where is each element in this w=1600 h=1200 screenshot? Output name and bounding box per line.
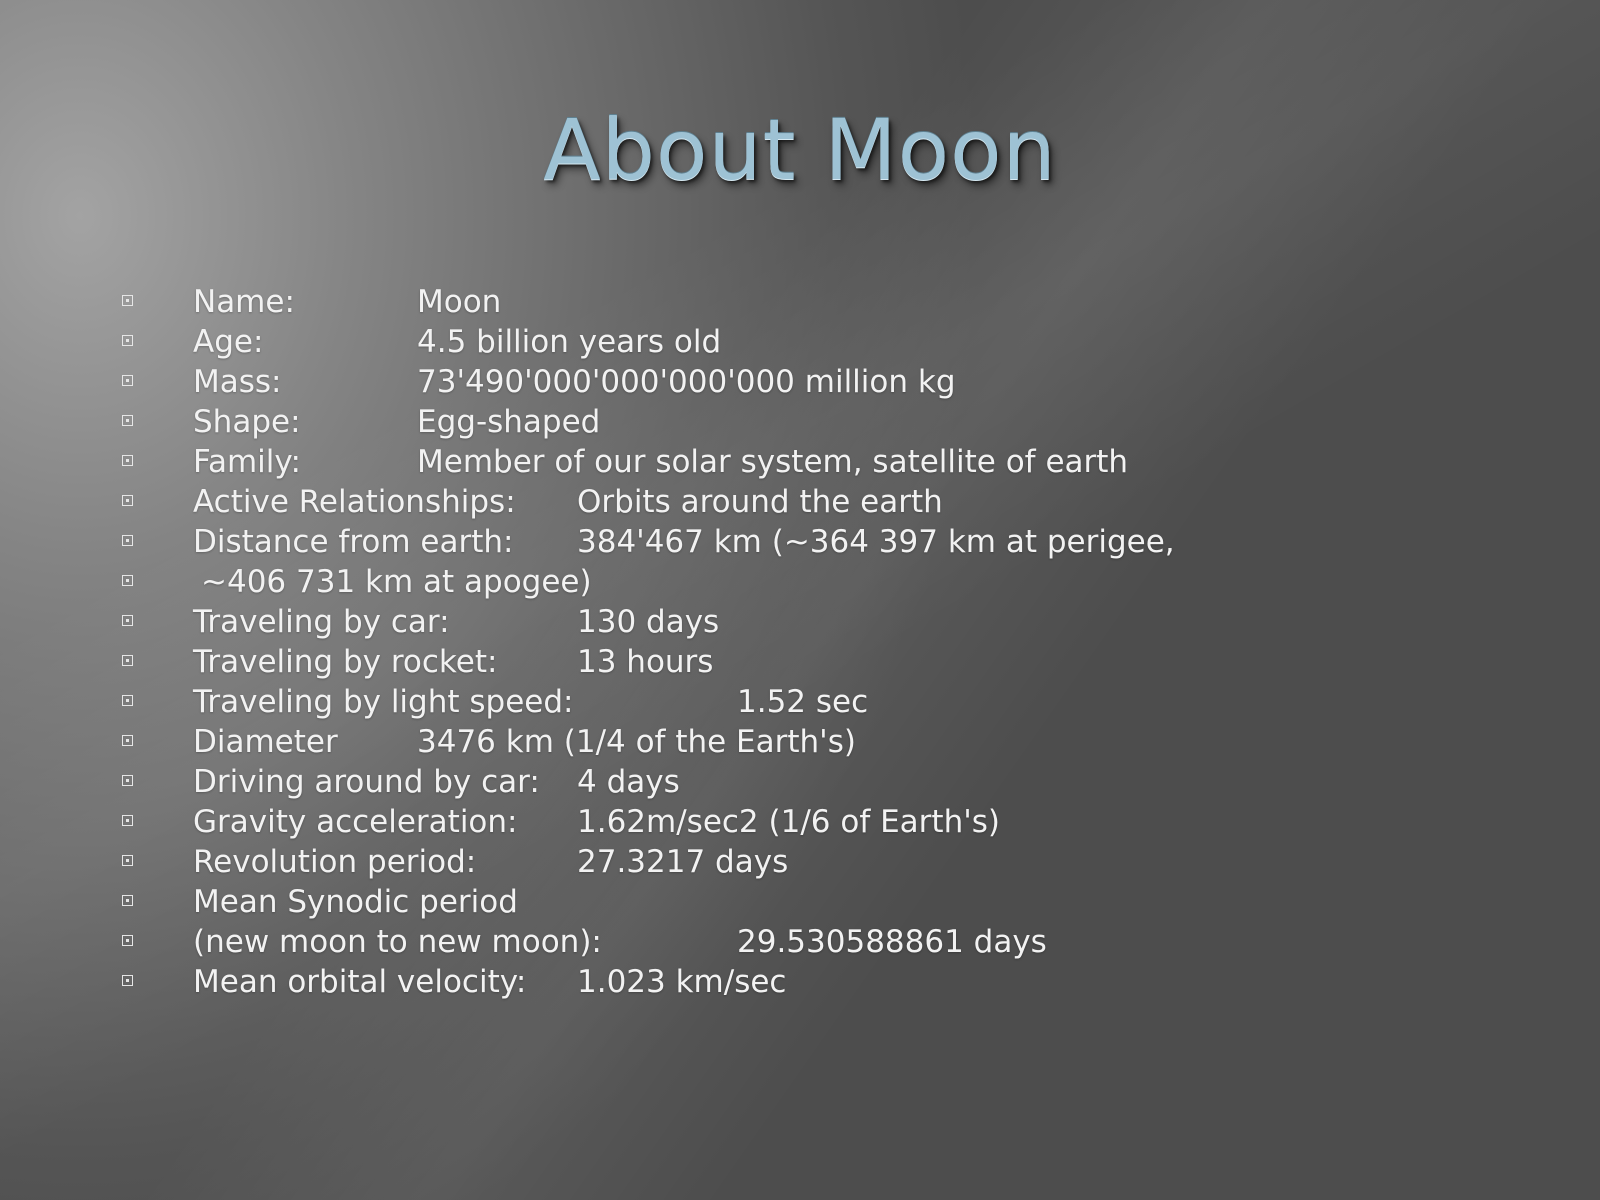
fact-item-traveling-by-car: [118, 602, 1518, 642]
fact-label: Driving around by car:: [193, 764, 540, 800]
square-bullet-icon: [122, 815, 133, 826]
fact-item-driving-around-by-car: [118, 762, 1518, 802]
fact-item-shape: [118, 402, 1518, 442]
fact-label: Mean orbital velocity:: [193, 964, 527, 1000]
fact-label: Shape:: [193, 404, 301, 440]
fact-item-revolution-period: [118, 842, 1518, 882]
facts-list: [118, 282, 1518, 1002]
fact-value: 1.023 km/sec: [577, 964, 787, 1000]
fact-item-traveling-by-rocket: [118, 642, 1518, 682]
fact-value: 384'467 km (~364 397 km at perigee,: [577, 524, 1175, 560]
fact-label: Active Relationships:: [193, 484, 516, 520]
square-bullet-icon: [122, 655, 133, 666]
fact-item-mean-synodic-period: [118, 882, 1518, 922]
fact-label: Distance from earth:: [193, 524, 514, 560]
fact-item-age: [118, 322, 1518, 362]
fact-item-active-relationships: [118, 482, 1518, 522]
fact-item-mean-orbital-velocity: [118, 962, 1518, 1002]
square-bullet-icon: [122, 455, 133, 466]
fact-label: Diameter: [193, 724, 338, 760]
fact-value: Egg-shaped: [417, 404, 601, 440]
slide-title: About Moon: [543, 101, 1057, 199]
fact-item-gravity-acceleration: [118, 802, 1518, 842]
square-bullet-icon: [122, 375, 133, 386]
fact-item-distance-from-earth: [118, 522, 1518, 562]
square-bullet-icon: [122, 775, 133, 786]
square-bullet-icon: [122, 615, 133, 626]
square-bullet-icon: [122, 695, 133, 706]
fact-value: Moon: [417, 284, 502, 320]
fact-label: Traveling by car:: [193, 604, 450, 640]
fact-label: Mass:: [193, 364, 282, 400]
fact-label: Family:: [193, 444, 301, 480]
square-bullet-icon: [122, 975, 133, 986]
fact-value: 4.5 billion years old: [417, 324, 722, 360]
fact-value: Orbits around the earth: [577, 484, 943, 520]
fact-value: 4 days: [577, 764, 680, 800]
fact-item-diameter: [118, 722, 1518, 762]
fact-item-distance-continuation: [118, 562, 1518, 602]
fact-item-family: [118, 442, 1518, 482]
square-bullet-icon: [122, 295, 133, 306]
fact-item-name: [118, 282, 1518, 322]
fact-value: 3476 km (1/4 of the Earth's): [417, 724, 856, 760]
square-bullet-icon: [122, 535, 133, 546]
square-bullet-icon: [122, 895, 133, 906]
square-bullet-icon: [122, 575, 133, 586]
fact-value: Member of our solar system, satellite of earth: [417, 444, 1129, 480]
fact-label: Traveling by rocket:: [193, 644, 498, 680]
fact-label: Revolution period:: [193, 844, 477, 880]
fact-item-traveling-by-light-speed: [118, 682, 1518, 722]
fact-label: Gravity acceleration:: [193, 804, 518, 840]
fact-value: 1.62m/sec2 (1/6 of Earth's): [577, 804, 1000, 840]
fact-label: Traveling by light speed:: [193, 684, 574, 720]
fact-value: 73'490'000'000'000'000 million kg: [417, 364, 956, 400]
square-bullet-icon: [122, 415, 133, 426]
fact-label: ~406 731 km at apogee): [201, 564, 592, 600]
square-bullet-icon: [122, 855, 133, 866]
fact-label: (new moon to new moon):: [193, 924, 602, 960]
fact-value: 130 days: [577, 604, 720, 640]
fact-label: Mean Synodic period: [193, 884, 518, 920]
square-bullet-icon: [122, 935, 133, 946]
fact-value: 13 hours: [577, 644, 714, 680]
fact-label: Name:: [193, 284, 295, 320]
square-bullet-icon: [122, 335, 133, 346]
square-bullet-icon: [122, 495, 133, 506]
fact-value: 1.52 sec: [737, 684, 869, 720]
square-bullet-icon: [122, 735, 133, 746]
fact-item-new-moon-to-new-moon: [118, 922, 1518, 962]
fact-label: Age:: [193, 324, 264, 360]
fact-value: 29.530588861 days: [737, 924, 1047, 960]
fact-item-mass: [118, 362, 1518, 402]
fact-value: 27.3217 days: [577, 844, 789, 880]
